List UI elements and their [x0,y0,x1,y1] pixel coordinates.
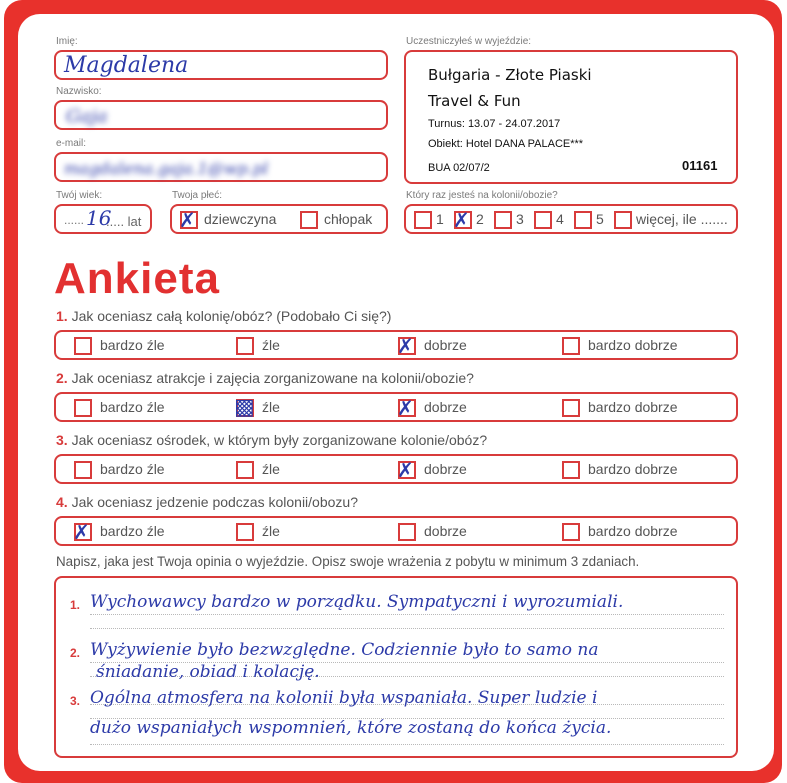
name-value: Magdalena [64,53,189,78]
rating-3-bardzo-zle-checkbox[interactable] [74,461,92,479]
rating-option: bardzo źle [100,461,165,477]
question-text: Jak oceniasz jedzenie podczas kolonii/obozu? [71,494,358,510]
gender-field [170,204,388,234]
rating-option: bardzo dobrze [588,399,678,415]
question-1 [56,308,391,324]
rating-row-2 [54,392,738,422]
answer-number-2: 2. [70,646,81,660]
opinion-box[interactable] [54,576,738,758]
question-text: Jak oceniasz ośrodek, w którym były zorganizowane kolonie/obóz? [71,432,488,448]
rating-option: bardzo dobrze [588,461,678,477]
check-mark-icon: ✗ [179,208,196,232]
form-paper [18,14,774,771]
answer-line-3: śniadanie, obiad i kolację. [96,662,320,682]
email-field[interactable] [54,152,388,182]
rating-option: źle [262,337,280,353]
times-option-3: 3 [516,211,524,227]
rating-1-bardzo-zle-checkbox[interactable] [74,337,92,355]
trip-box [404,50,738,184]
gender-checkbox-male[interactable] [300,211,318,229]
check-mark-icon: ✗ [397,396,414,420]
times-field [404,204,738,234]
answer-number-1: 1. [70,598,81,612]
rating-option: bardzo źle [100,337,165,353]
gender-checkbox-female[interactable] [179,208,198,232]
question-number: 4. [56,494,68,510]
trip-agency: Travel & Fun [428,92,521,110]
gender-option-male: chłopak [324,211,373,227]
check-mark-icon: ✗ [397,458,414,482]
rating-row-3 [54,454,738,484]
rating-2-bardzo-zle-checkbox[interactable] [74,399,92,417]
check-mark-icon: ✗ [453,208,470,232]
ruled-line [90,614,724,615]
rating-row-4 [54,516,738,546]
rating-option: źle [262,461,280,477]
age-field[interactable] [54,204,152,234]
form-frame [4,0,782,783]
age-suffix: ..... lat [106,214,142,229]
rating-row-1 [54,330,738,360]
age-label: Twój wiek: [56,190,103,201]
times-checkbox-3[interactable] [494,211,512,229]
question-number: 3. [56,432,68,448]
rating-option: dobrze [424,461,467,477]
question-3 [56,432,487,448]
rating-4-bardzo-dobrze-checkbox[interactable] [562,523,580,541]
times-option-1: 1 [436,211,444,227]
check-mark-icon: ✗ [73,520,90,544]
name-label: Imię: [56,36,78,47]
question-4 [56,494,358,510]
surname-value: Gaja [66,106,108,127]
times-option-5: 5 [596,211,604,227]
rating-2-zle-checkbox[interactable] [234,395,255,420]
survey-title: Ankieta [54,254,220,303]
rating-option: dobrze [424,337,467,353]
rating-1-dobrze-checkbox[interactable] [397,334,416,358]
rating-4-zle-checkbox[interactable] [236,523,254,541]
answer-line-2: Wyżywienie było bezwzględne. Codziennie było to samo na [90,640,599,660]
rating-option: bardzo dobrze [588,523,678,539]
ruled-line [90,744,724,745]
name-field[interactable] [54,50,388,80]
rating-3-bardzo-dobrze-checkbox[interactable] [562,461,580,479]
surname-label: Nazwisko: [56,86,102,97]
question-number: 2. [56,370,68,386]
rating-option: dobrze [424,523,467,539]
ruled-line [90,628,724,629]
times-checkbox-2[interactable] [453,208,472,232]
times-option-more: więcej, ile ....... [636,211,728,227]
gender-option-female: dziewczyna [204,211,277,227]
age-prefix: ...... [64,213,85,227]
rating-1-bardzo-dobrze-checkbox[interactable] [562,337,580,355]
answer-line-1: Wychowawcy bardzo w porządku. Sympatyczni i wyrozumiali. [90,592,624,612]
rating-option: dobrze [424,399,467,415]
gender-label: Twoja płeć: [172,190,223,201]
rating-option: źle [262,399,280,415]
times-checkbox-5[interactable] [574,211,592,229]
question-text: Jak oceniasz atrakcje i zajęcia zorganizowane na kolonii/obozie? [71,370,474,386]
email-value: magdalena.gaja.1@wp.pl [64,159,269,178]
rating-2-bardzo-dobrze-checkbox[interactable] [562,399,580,417]
rating-4-bardzo-zle-checkbox[interactable] [73,520,92,544]
trip-destination: Bułgaria - Złote Piaski [428,66,592,84]
check-mark-icon: ✗ [397,334,414,358]
rating-option: bardzo dobrze [588,337,678,353]
email-label: e-mail: [56,138,87,149]
trip-code: BUA 02/07/2 [428,162,490,174]
question-text: Jak oceniasz całą kolonię/obóz? (Podobało Ci się?) [71,308,392,324]
times-label: Który raz jesteś na kolonii/obozie? [406,190,558,201]
answer-line-4: Ogólna atmosfera na kolonii była wspaniała. Super ludzie i [90,688,598,708]
times-option-2: 2 [476,211,484,227]
times-checkbox-4[interactable] [534,211,552,229]
rating-option: bardzo źle [100,523,165,539]
trip-object: Obiekt: Hotel DANA PALACE*** [428,138,584,150]
times-checkbox-more[interactable] [614,211,632,229]
times-checkbox-1[interactable] [414,211,432,229]
trip-number: 01161 [682,158,718,173]
rating-2-dobrze-checkbox[interactable] [397,396,416,420]
question-2 [56,370,474,386]
times-option-4: 4 [556,211,564,227]
trip-label: Uczestniczyłeś w wyjeździe: [406,36,532,47]
scribble-icon: ▩ [234,395,255,420]
rating-option: bardzo źle [100,399,165,415]
question-number: 1. [56,308,68,324]
rating-option: źle [262,523,280,539]
rating-3-zle-checkbox[interactable] [236,461,254,479]
answer-line-5: dużo wspaniałych wspomnień, które zostaną do końca życia. [90,718,612,738]
rating-3-dobrze-checkbox[interactable] [397,458,416,482]
opinion-prompt: Napisz, jaka jest Twoja opinia o wyjeździe. Opisz swoje wrażenia z pobytu w minimum 3 zdaniach. [56,554,640,569]
trip-turnus: Turnus: 13.07 - 24.07.2017 [428,118,561,130]
rating-1-zle-checkbox[interactable] [236,337,254,355]
rating-4-dobrze-checkbox[interactable] [398,523,416,541]
answer-number-3: 3. [70,694,81,708]
surname-field[interactable] [54,100,388,130]
age-value: 16 [86,206,112,230]
